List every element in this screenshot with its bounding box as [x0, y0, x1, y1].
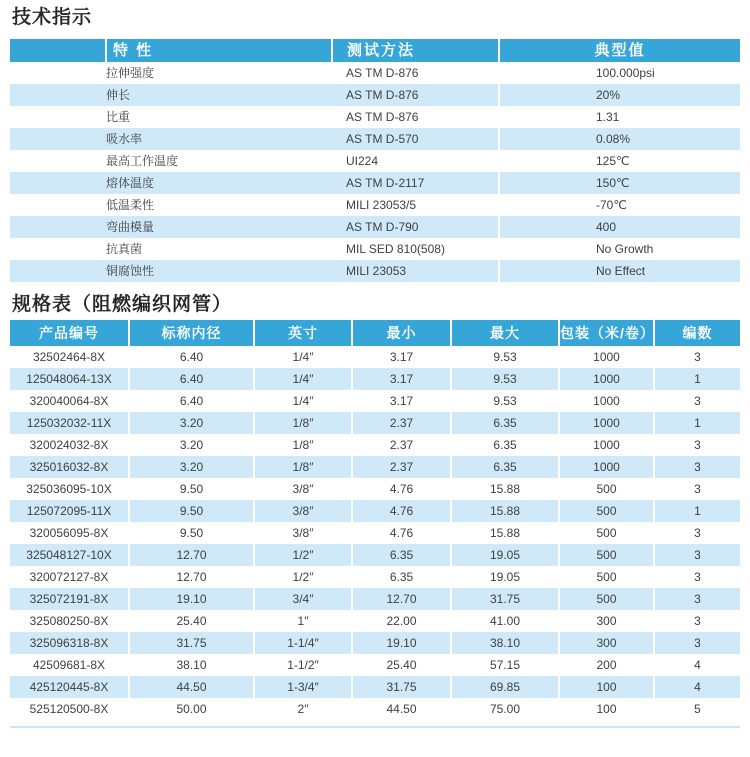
spec-header-packing: 包装（米/卷） — [560, 320, 655, 346]
table-cell-strand-count: 3 — [694, 526, 701, 540]
table-cell-inch: 1/4″ — [255, 346, 353, 368]
table-row — [10, 412, 740, 434]
table-cell-nominal-id: 6.40 — [130, 390, 255, 412]
table-cell-packing: 500 — [560, 500, 655, 522]
table-cell-nominal-id: 6.40 — [130, 346, 255, 368]
table-cell-packing: 500 — [560, 478, 655, 500]
table-cell-property: 吸水率 — [106, 132, 143, 146]
table-cell-inch: 3/4″ — [255, 588, 353, 610]
table-cell-packing: 500 — [560, 522, 655, 544]
table-row — [10, 84, 740, 106]
table-cell-product-code: 325096318-8X — [10, 632, 130, 654]
table-cell-typical-value: 125℃ — [596, 154, 630, 168]
table-row — [10, 62, 740, 84]
tech-header-property: 特 性 — [107, 39, 333, 62]
table-cell-min: 4.76 — [353, 478, 452, 500]
table-cell-strand-count: 3 — [694, 592, 701, 606]
table-cell-inch: 1/8″ — [255, 412, 353, 434]
table-row — [10, 500, 740, 522]
table-cell-inch: 3/8″ — [255, 500, 353, 522]
table-cell-product-code: 42509681-8X — [10, 654, 130, 676]
table-cell-min: 3.17 — [353, 390, 452, 412]
table-cell-typical-value: No Growth — [596, 242, 654, 256]
table-cell-product-code: 325072191-8X — [10, 588, 130, 610]
spec-header-row — [10, 320, 740, 346]
table-cell-product-code: 525120500-8X — [10, 698, 130, 720]
spec-header-strand-count: 编数 — [682, 325, 713, 341]
table-cell-nominal-id: 25.40 — [130, 610, 255, 632]
table-cell-packing: 500 — [560, 588, 655, 610]
table-cell-test-method: AS TM D-876 — [346, 84, 500, 106]
table-cell-strand-count: 3 — [694, 350, 701, 364]
table-cell-property: 拉伸强度 — [106, 66, 155, 80]
tech-spec-table — [10, 39, 740, 282]
table-cell-inch: 1/4″ — [255, 390, 353, 412]
table-cell-nominal-id: 50.00 — [130, 698, 255, 720]
table-row — [10, 478, 740, 500]
table-row — [10, 676, 740, 698]
table-row — [10, 698, 740, 720]
table-row — [10, 194, 740, 216]
table-cell-strand-count: 1 — [694, 372, 701, 386]
tech-header-test-method: 测试方法 — [333, 39, 500, 62]
table-cell-product-code: 125048064-13X — [10, 368, 130, 390]
table-cell-strand-count: 1 — [694, 416, 701, 430]
table-cell-nominal-id: 12.70 — [130, 544, 255, 566]
spec-header-inch: 英寸 — [255, 320, 353, 346]
table-cell-packing: 1000 — [560, 390, 655, 412]
table-cell-nominal-id: 31.75 — [130, 632, 255, 654]
spec-table-body — [10, 346, 740, 720]
table-cell-test-method: MIL SED 810(508) — [346, 238, 500, 260]
spec-header-min: 最小 — [353, 320, 452, 346]
table-cell-nominal-id: 12.70 — [130, 566, 255, 588]
table-cell-min: 4.76 — [353, 500, 452, 522]
table-cell-product-code: 325048127-10X — [10, 544, 130, 566]
table-cell-packing: 300 — [560, 632, 655, 654]
table-cell-typical-value: No Effect — [596, 264, 646, 278]
table-row — [10, 216, 740, 238]
table-cell-strand-count: 4 — [694, 680, 701, 694]
table-cell-typical-value: -70℃ — [596, 198, 627, 212]
table-cell-packing: 500 — [560, 544, 655, 566]
table-cell-nominal-id: 3.20 — [130, 434, 255, 456]
table-cell-max: 15.88 — [452, 500, 560, 522]
table-cell-max: 19.05 — [452, 566, 560, 588]
table-cell-strand-count: 3 — [694, 548, 701, 562]
table-cell-product-code: 125032032-11X — [10, 412, 130, 434]
table-cell-test-method: MILI 23053/5 — [346, 194, 500, 216]
table-cell-typical-value: 20% — [596, 88, 621, 102]
table-row — [10, 544, 740, 566]
table-cell-strand-count: 3 — [694, 570, 701, 584]
table-cell-product-code: 125072095-11X — [10, 500, 130, 522]
table-cell-product-code: 425120445-8X — [10, 676, 130, 698]
table-cell-product-code: 32502464-8X — [10, 346, 130, 368]
table-cell-max: 38.10 — [452, 632, 560, 654]
table-cell-product-code: 325080250-8X — [10, 610, 130, 632]
table-cell-min: 2.37 — [353, 412, 452, 434]
table-cell-packing: 1000 — [560, 368, 655, 390]
table-cell-property: 伸长 — [106, 88, 131, 102]
table-cell-typical-value: 400 — [596, 220, 617, 234]
table-cell-packing: 300 — [560, 610, 655, 632]
table-cell-max: 19.05 — [452, 544, 560, 566]
table-cell-product-code: 320024032-8X — [10, 434, 130, 456]
table-cell-max: 6.35 — [452, 456, 560, 478]
datasheet-page — [0, 7, 750, 728]
table-cell-packing: 100 — [560, 698, 655, 720]
table-row — [10, 632, 740, 654]
spec-table-title: 规格表（阻燃编织网管） — [12, 294, 233, 315]
table-cell-inch: 2″ — [255, 698, 353, 720]
table-cell-inch: 3/8″ — [255, 478, 353, 500]
table-cell-nominal-id: 6.40 — [130, 368, 255, 390]
table-cell-inch: 1/8″ — [255, 456, 353, 478]
table-row — [10, 150, 740, 172]
table-cell-min: 12.70 — [353, 588, 452, 610]
table-cell-strand-count: 3 — [694, 636, 701, 650]
table-cell-max: 69.85 — [452, 676, 560, 698]
table-cell-max: 31.75 — [452, 588, 560, 610]
spec-table — [10, 320, 740, 728]
table-row — [10, 368, 740, 390]
tech-spec-header-row — [10, 39, 740, 62]
table-cell-min: 19.10 — [353, 632, 452, 654]
spec-header-product-code: 产品编号 — [10, 320, 130, 346]
table-row — [10, 588, 740, 610]
table-cell-nominal-id: 9.50 — [130, 500, 255, 522]
table-cell-strand-count: 1 — [694, 504, 701, 518]
table-cell-nominal-id: 9.50 — [130, 522, 255, 544]
table-cell-max: 6.35 — [452, 412, 560, 434]
table-cell-max: 9.53 — [452, 368, 560, 390]
table-cell-strand-count: 3 — [694, 394, 701, 408]
table-row — [10, 238, 740, 260]
tech-spec-title: 技术指示 — [12, 7, 93, 28]
table-row — [10, 456, 740, 478]
table-cell-packing: 1000 — [560, 346, 655, 368]
table-cell-test-method: AS TM D-790 — [346, 216, 500, 238]
table-cell-min: 3.17 — [353, 368, 452, 390]
table-cell-product-code: 320040064-8X — [10, 390, 130, 412]
table-cell-max: 6.35 — [452, 434, 560, 456]
table-cell-test-method: MILI 23053 — [346, 260, 500, 282]
table-cell-strand-count: 3 — [694, 438, 701, 452]
table-cell-inch: 1/4″ — [255, 368, 353, 390]
table-cell-min: 6.35 — [353, 566, 452, 588]
table-cell-product-code: 320072127-8X — [10, 566, 130, 588]
table-cell-inch: 1/2″ — [255, 566, 353, 588]
table-cell-max: 15.88 — [452, 522, 560, 544]
table-cell-property: 铜腐蚀性 — [106, 264, 155, 278]
table-cell-inch: 1-1/2″ — [255, 654, 353, 676]
table-cell-property: 弯曲模量 — [106, 220, 155, 234]
table-cell-packing: 200 — [560, 654, 655, 676]
table-cell-strand-count: 3 — [694, 614, 701, 628]
table-cell-min: 2.37 — [353, 434, 452, 456]
table-cell-typical-value: 100.000psi — [596, 66, 655, 80]
table-row — [10, 260, 740, 282]
table-cell-product-code: 325016032-8X — [10, 456, 130, 478]
spec-header-max: 最大 — [452, 320, 560, 346]
table-cell-test-method: AS TM D-876 — [346, 106, 500, 128]
table-cell-test-method: AS TM D-570 — [346, 128, 500, 150]
table-cell-min: 25.40 — [353, 654, 452, 676]
table-cell-packing: 500 — [560, 566, 655, 588]
table-cell-strand-count: 3 — [694, 460, 701, 474]
table-cell-nominal-id: 19.10 — [130, 588, 255, 610]
table-row — [10, 610, 740, 632]
table-cell-property: 熔体温度 — [106, 176, 155, 190]
table-cell-typical-value: 150℃ — [596, 176, 630, 190]
table-cell-max: 15.88 — [452, 478, 560, 500]
table-row — [10, 654, 740, 676]
spec-header-nominal-id: 标称内径 — [130, 320, 255, 346]
table-cell-property: 比重 — [106, 110, 131, 124]
table-cell-inch: 1-3/4″ — [255, 676, 353, 698]
table-cell-max: 9.53 — [452, 390, 560, 412]
table-cell-inch: 1/8″ — [255, 434, 353, 456]
table-cell-min: 3.17 — [353, 346, 452, 368]
table-cell-inch: 1-1/4″ — [255, 632, 353, 654]
table-cell-test-method: AS TM D-876 — [346, 62, 500, 84]
table-cell-min: 6.35 — [353, 544, 452, 566]
table-row — [10, 566, 740, 588]
table-cell-packing: 1000 — [560, 456, 655, 478]
table-row — [10, 390, 740, 412]
tech-header-spacer-cell — [10, 39, 107, 62]
tech-spec-table-body — [10, 62, 740, 282]
table-cell-nominal-id: 9.50 — [130, 478, 255, 500]
table-cell-min: 31.75 — [353, 676, 452, 698]
table-cell-max: 75.00 — [452, 698, 560, 720]
table-row — [10, 434, 740, 456]
table-cell-nominal-id: 38.10 — [130, 654, 255, 676]
table-bottom-rule — [10, 726, 740, 728]
table-cell-strand-count: 4 — [694, 658, 701, 672]
table-cell-typical-value: 1.31 — [596, 110, 620, 124]
table-cell-property: 抗真菌 — [106, 242, 143, 256]
tech-header-typical-value: 典型值 — [594, 42, 646, 59]
table-cell-packing: 100 — [560, 676, 655, 698]
table-cell-min: 4.76 — [353, 522, 452, 544]
table-cell-min: 2.37 — [353, 456, 452, 478]
table-cell-property: 最高工作温度 — [106, 154, 179, 168]
table-cell-strand-count: 3 — [694, 482, 701, 496]
table-cell-packing: 1000 — [560, 434, 655, 456]
table-cell-product-code: 325036095-10X — [10, 478, 130, 500]
table-row — [10, 172, 740, 194]
table-cell-min: 44.50 — [353, 698, 452, 720]
table-cell-strand-count: 5 — [694, 702, 701, 716]
table-cell-min: 22.00 — [353, 610, 452, 632]
table-row — [10, 128, 740, 150]
table-cell-nominal-id: 44.50 — [130, 676, 255, 698]
table-cell-test-method: AS TM D-2117 — [346, 172, 500, 194]
table-cell-inch: 1/2″ — [255, 544, 353, 566]
table-cell-nominal-id: 3.20 — [130, 412, 255, 434]
table-cell-max: 41.00 — [452, 610, 560, 632]
table-cell-max: 9.53 — [452, 346, 560, 368]
table-cell-packing: 1000 — [560, 412, 655, 434]
table-cell-nominal-id: 3.20 — [130, 456, 255, 478]
table-cell-inch: 3/8″ — [255, 522, 353, 544]
table-cell-property: 低温柔性 — [106, 198, 155, 212]
table-cell-test-method: UI224 — [346, 150, 500, 172]
table-row — [10, 106, 740, 128]
table-cell-inch: 1″ — [255, 610, 353, 632]
table-cell-product-code: 320056095-8X — [10, 522, 130, 544]
table-row — [10, 346, 740, 368]
table-cell-typical-value: 0.08% — [596, 132, 631, 146]
table-cell-max: 57.15 — [452, 654, 560, 676]
table-row — [10, 522, 740, 544]
